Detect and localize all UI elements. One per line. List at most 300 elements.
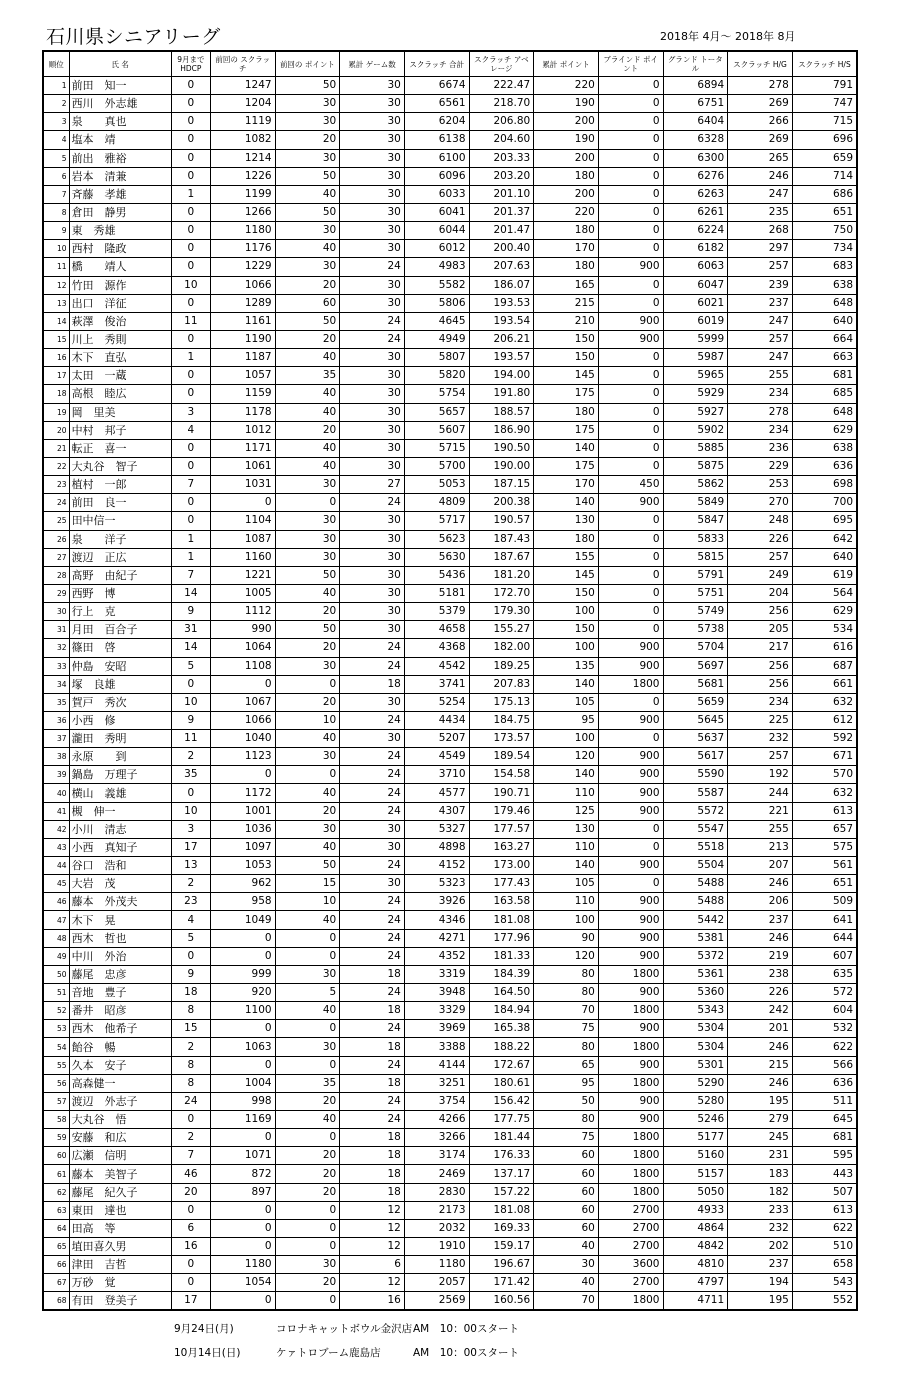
scratch-total-cell: 2173: [404, 1201, 469, 1219]
scratch-average-cell: 156.42: [469, 1092, 534, 1110]
total-points-cell: 200: [534, 113, 599, 131]
high-game-cell: 246: [728, 167, 793, 185]
hdcp-cell: 0: [171, 457, 210, 475]
rank-cell: 43: [43, 838, 69, 856]
high-series-cell: 651: [792, 875, 857, 893]
scratch-average-cell: 187.15: [469, 476, 534, 494]
hdcp-cell: 35: [171, 766, 210, 784]
games-cell: 24: [340, 1056, 405, 1074]
total-points-cell: 175: [534, 457, 599, 475]
prev-scratch-cell: 1067: [210, 693, 275, 711]
schedule-line: [174, 1321, 533, 1336]
prev-scratch-cell: 897: [210, 1183, 275, 1201]
grand-total-cell: 5381: [663, 929, 728, 947]
prev-points-cell: 0: [275, 1056, 340, 1074]
total-points-cell: 200: [534, 185, 599, 203]
high-game-cell: 278: [728, 403, 793, 421]
high-game-cell: 256: [728, 603, 793, 621]
player-name-cell: 斉藤 孝雄: [69, 185, 171, 203]
blind-points-cell: 0: [598, 530, 663, 548]
hdcp-cell: 9: [171, 711, 210, 729]
player-name-cell: 谷口 浩和: [69, 857, 171, 875]
hdcp-cell: 1: [171, 548, 210, 566]
player-name-cell: 高森健一: [69, 1074, 171, 1092]
scratch-total-cell: 4949: [404, 330, 469, 348]
table-row: [43, 258, 857, 276]
prev-points-cell: 40: [275, 1111, 340, 1129]
blind-points-cell: 0: [598, 621, 663, 639]
scratch-total-cell: 5717: [404, 512, 469, 530]
prev-points-cell: 50: [275, 566, 340, 584]
scratch-total-cell: 2032: [404, 1219, 469, 1237]
blind-points-cell: 0: [598, 294, 663, 312]
rank-cell: 67: [43, 1274, 69, 1292]
prev-points-cell: 20: [275, 131, 340, 149]
games-cell: 30: [340, 367, 405, 385]
blind-points-cell: 900: [598, 312, 663, 330]
hdcp-cell: 0: [171, 1111, 210, 1129]
table-row: [43, 1002, 857, 1020]
total-points-cell: 190: [534, 95, 599, 113]
rank-cell: 58: [43, 1111, 69, 1129]
scratch-total-cell: 2569: [404, 1292, 469, 1311]
prev-points-cell: 30: [275, 820, 340, 838]
rank-cell: 68: [43, 1292, 69, 1311]
total-points-cell: 120: [534, 748, 599, 766]
prev-scratch-cell: 0: [210, 1201, 275, 1219]
blind-points-cell: 0: [598, 185, 663, 203]
grand-total-cell: 4864: [663, 1219, 728, 1237]
table-row: [43, 1292, 857, 1311]
player-name-cell: 中村 邦子: [69, 421, 171, 439]
player-name-cell: 藤尾 忠彦: [69, 965, 171, 983]
total-points-cell: 155: [534, 548, 599, 566]
player-name-cell: 萩澤 俊治: [69, 312, 171, 330]
hdcp-cell: 0: [171, 385, 210, 403]
rank-cell: 55: [43, 1056, 69, 1074]
hdcp-cell: 13: [171, 857, 210, 875]
games-cell: 30: [340, 603, 405, 621]
hdcp-cell: 9: [171, 965, 210, 983]
table-row: [43, 240, 857, 258]
hdcp-cell: 0: [171, 131, 210, 149]
table-row: [43, 911, 857, 929]
high-series-cell: 595: [792, 1147, 857, 1165]
scratch-average-cell: 200.38: [469, 494, 534, 512]
scratch-average-cell: 163.27: [469, 838, 534, 856]
header-name: 氏 名: [69, 51, 171, 77]
games-cell: 30: [340, 439, 405, 457]
scratch-total-cell: 3710: [404, 766, 469, 784]
scratch-total-cell: 3741: [404, 675, 469, 693]
hdcp-cell: 0: [171, 330, 210, 348]
player-name-cell: 大丸谷 智子: [69, 457, 171, 475]
table-row: [43, 1238, 857, 1256]
prev-points-cell: 30: [275, 657, 340, 675]
rank-cell: 29: [43, 584, 69, 602]
hdcp-cell: 16: [171, 1238, 210, 1256]
total-points-cell: 180: [534, 403, 599, 421]
grand-total-cell: 5518: [663, 838, 728, 856]
blind-points-cell: 900: [598, 748, 663, 766]
grand-total-cell: 5681: [663, 675, 728, 693]
prev-scratch-cell: 0: [210, 1129, 275, 1147]
table-row: [43, 838, 857, 856]
rank-cell: 32: [43, 639, 69, 657]
scratch-average-cell: 173.00: [469, 857, 534, 875]
high-game-cell: 257: [728, 548, 793, 566]
blind-points-cell: 2700: [598, 1274, 663, 1292]
total-points-cell: 150: [534, 584, 599, 602]
prev-points-cell: 30: [275, 748, 340, 766]
blind-points-cell: 900: [598, 857, 663, 875]
header-blind-points: ブラインド ポイント: [598, 51, 663, 77]
scratch-average-cell: 193.54: [469, 312, 534, 330]
grand-total-cell: 5343: [663, 1002, 728, 1020]
header-rank: 順位: [43, 51, 69, 77]
games-cell: 24: [340, 639, 405, 657]
prev-scratch-cell: 0: [210, 1238, 275, 1256]
grand-total-cell: 5659: [663, 693, 728, 711]
scratch-total-cell: 5715: [404, 439, 469, 457]
high-game-cell: 246: [728, 929, 793, 947]
high-game-cell: 192: [728, 766, 793, 784]
total-points-cell: 110: [534, 893, 599, 911]
blind-points-cell: 0: [598, 403, 663, 421]
scratch-total-cell: 5807: [404, 349, 469, 367]
table-row: [43, 1129, 857, 1147]
games-cell: 18: [340, 965, 405, 983]
high-series-cell: 681: [792, 1129, 857, 1147]
high-game-cell: 229: [728, 457, 793, 475]
games-cell: 27: [340, 476, 405, 494]
scratch-total-cell: 4577: [404, 784, 469, 802]
prev-points-cell: 50: [275, 857, 340, 875]
scratch-total-cell: 6138: [404, 131, 469, 149]
hdcp-cell: 0: [171, 95, 210, 113]
high-series-cell: 604: [792, 1002, 857, 1020]
blind-points-cell: 0: [598, 421, 663, 439]
scratch-average-cell: 175.13: [469, 693, 534, 711]
total-points-cell: 30: [534, 1256, 599, 1274]
table-row: [43, 639, 857, 657]
scratch-average-cell: 164.50: [469, 984, 534, 1002]
prev-scratch-cell: 1031: [210, 476, 275, 494]
rank-cell: 11: [43, 258, 69, 276]
total-points-cell: 140: [534, 439, 599, 457]
blind-points-cell: 0: [598, 240, 663, 258]
hdcp-cell: 0: [171, 367, 210, 385]
grand-total-cell: 5833: [663, 530, 728, 548]
scratch-total-cell: 4266: [404, 1111, 469, 1129]
table-row: [43, 548, 857, 566]
grand-total-cell: 5290: [663, 1074, 728, 1092]
schedule-venue: コロナキャットボウル金沢店: [276, 1323, 413, 1335]
total-points-cell: 140: [534, 766, 599, 784]
player-name-cell: 泉 真也: [69, 113, 171, 131]
blind-points-cell: 0: [598, 548, 663, 566]
games-cell: 18: [340, 1074, 405, 1092]
scratch-total-cell: 3969: [404, 1020, 469, 1038]
rank-cell: 4: [43, 131, 69, 149]
scratch-total-cell: 6012: [404, 240, 469, 258]
rank-cell: 13: [43, 294, 69, 312]
grand-total-cell: 6404: [663, 113, 728, 131]
grand-total-cell: 5488: [663, 875, 728, 893]
scratch-average-cell: 180.61: [469, 1074, 534, 1092]
grand-total-cell: 5751: [663, 584, 728, 602]
hdcp-cell: 23: [171, 893, 210, 911]
table-row: [43, 1020, 857, 1038]
high-series-cell: 638: [792, 276, 857, 294]
prev-points-cell: 40: [275, 403, 340, 421]
hdcp-cell: 2: [171, 1129, 210, 1147]
grand-total-cell: 6063: [663, 258, 728, 276]
hdcp-cell: 6: [171, 1219, 210, 1237]
scratch-total-cell: 5207: [404, 730, 469, 748]
games-cell: 18: [340, 1183, 405, 1201]
games-cell: 24: [340, 748, 405, 766]
page-title: 石川県シニアリーグ: [46, 26, 221, 48]
player-name-cell: 泉 洋子: [69, 530, 171, 548]
prev-scratch-cell: 1108: [210, 657, 275, 675]
table-row: [43, 95, 857, 113]
blind-points-cell: 0: [598, 349, 663, 367]
hdcp-cell: 46: [171, 1165, 210, 1183]
table-row: [43, 1111, 857, 1129]
player-name-cell: 藤尾 紀久子: [69, 1183, 171, 1201]
scratch-total-cell: 5582: [404, 276, 469, 294]
hdcp-cell: 0: [171, 240, 210, 258]
player-name-cell: 高根 睦広: [69, 385, 171, 403]
total-points-cell: 200: [534, 149, 599, 167]
table-row: [43, 421, 857, 439]
scratch-total-cell: 3266: [404, 1129, 469, 1147]
total-points-cell: 175: [534, 421, 599, 439]
table-row: [43, 222, 857, 240]
scratch-average-cell: 184.75: [469, 711, 534, 729]
high-series-cell: 575: [792, 838, 857, 856]
prev-scratch-cell: 1229: [210, 258, 275, 276]
scratch-average-cell: 191.80: [469, 385, 534, 403]
schedule-line: [174, 1345, 533, 1360]
player-name-cell: 西川 外志雄: [69, 95, 171, 113]
hdcp-cell: 0: [171, 1274, 210, 1292]
high-game-cell: 234: [728, 385, 793, 403]
table-row: [43, 766, 857, 784]
prev-points-cell: 20: [275, 1092, 340, 1110]
grand-total-cell: 5572: [663, 802, 728, 820]
high-game-cell: 253: [728, 476, 793, 494]
grand-total-cell: 5885: [663, 439, 728, 457]
games-cell: 24: [340, 1111, 405, 1129]
prev-points-cell: 20: [275, 1147, 340, 1165]
scratch-average-cell: 137.17: [469, 1165, 534, 1183]
prev-scratch-cell: 1064: [210, 639, 275, 657]
total-points-cell: 220: [534, 203, 599, 221]
scratch-total-cell: 6044: [404, 222, 469, 240]
rank-cell: 9: [43, 222, 69, 240]
grand-total-cell: 6261: [663, 203, 728, 221]
blind-points-cell: 1800: [598, 1165, 663, 1183]
high-series-cell: 640: [792, 548, 857, 566]
blind-points-cell: 0: [598, 566, 663, 584]
prev-points-cell: 30: [275, 149, 340, 167]
total-points-cell: 150: [534, 349, 599, 367]
table-row: [43, 530, 857, 548]
prev-points-cell: 40: [275, 730, 340, 748]
total-points-cell: 70: [534, 1292, 599, 1311]
total-points-cell: 170: [534, 240, 599, 258]
scratch-average-cell: 187.67: [469, 548, 534, 566]
player-name-cell: 東田 達也: [69, 1201, 171, 1219]
total-points-cell: 75: [534, 1020, 599, 1038]
scratch-total-cell: 5657: [404, 403, 469, 421]
scratch-total-cell: 3926: [404, 893, 469, 911]
period-label: 2018年 4月～ 2018年 8月: [660, 30, 796, 43]
hdcp-cell: 9: [171, 603, 210, 621]
high-game-cell: 232: [728, 730, 793, 748]
rank-cell: 64: [43, 1219, 69, 1237]
games-cell: 30: [340, 77, 405, 95]
high-series-cell: 443: [792, 1165, 857, 1183]
prev-points-cell: 30: [275, 113, 340, 131]
blind-points-cell: 0: [598, 820, 663, 838]
prev-scratch-cell: 0: [210, 766, 275, 784]
rank-cell: 49: [43, 947, 69, 965]
player-name-cell: 前出 雅裕: [69, 149, 171, 167]
table-row: [43, 875, 857, 893]
hdcp-cell: 0: [171, 77, 210, 95]
games-cell: 30: [340, 113, 405, 131]
high-game-cell: 270: [728, 494, 793, 512]
blind-points-cell: 0: [598, 77, 663, 95]
prev-points-cell: 50: [275, 312, 340, 330]
prev-scratch-cell: 1057: [210, 367, 275, 385]
total-points-cell: 220: [534, 77, 599, 95]
table-row: [43, 675, 857, 693]
prev-scratch-cell: 1289: [210, 294, 275, 312]
player-name-cell: 出口 洋征: [69, 294, 171, 312]
scratch-total-cell: 5806: [404, 294, 469, 312]
total-points-cell: 70: [534, 1002, 599, 1020]
blind-points-cell: 0: [598, 693, 663, 711]
prev-points-cell: 30: [275, 530, 340, 548]
table-row: [43, 1183, 857, 1201]
scratch-total-cell: 5379: [404, 603, 469, 621]
scratch-average-cell: 194.00: [469, 367, 534, 385]
high-series-cell: 640: [792, 312, 857, 330]
grand-total-cell: 5304: [663, 1038, 728, 1056]
prev-scratch-cell: 1112: [210, 603, 275, 621]
high-game-cell: 255: [728, 820, 793, 838]
high-series-cell: 543: [792, 1274, 857, 1292]
games-cell: 30: [340, 584, 405, 602]
scratch-average-cell: 182.00: [469, 639, 534, 657]
blind-points-cell: 3600: [598, 1256, 663, 1274]
games-cell: 30: [340, 185, 405, 203]
high-game-cell: 256: [728, 657, 793, 675]
blind-points-cell: 900: [598, 784, 663, 802]
scratch-average-cell: 177.96: [469, 929, 534, 947]
header-total-points: 累計 ポイント: [534, 51, 599, 77]
scratch-total-cell: 5607: [404, 421, 469, 439]
games-cell: 30: [340, 530, 405, 548]
scratch-total-cell: 4809: [404, 494, 469, 512]
total-points-cell: 175: [534, 385, 599, 403]
games-cell: 24: [340, 857, 405, 875]
grand-total-cell: 6047: [663, 276, 728, 294]
prev-scratch-cell: 0: [210, 494, 275, 512]
table-row: [43, 1074, 857, 1092]
games-cell: 24: [340, 766, 405, 784]
blind-points-cell: 0: [598, 838, 663, 856]
games-cell: 30: [340, 548, 405, 566]
scratch-total-cell: 6204: [404, 113, 469, 131]
table-row: [43, 149, 857, 167]
high-series-cell: 622: [792, 1038, 857, 1056]
player-name-cell: 小西 修: [69, 711, 171, 729]
schedule-date: 9月24日(月): [174, 1323, 234, 1335]
hdcp-cell: 17: [171, 838, 210, 856]
hdcp-cell: 5: [171, 929, 210, 947]
prev-scratch-cell: 1040: [210, 730, 275, 748]
hdcp-cell: 0: [171, 512, 210, 530]
prev-scratch-cell: 1160: [210, 548, 275, 566]
standings-table: [42, 50, 858, 1311]
high-game-cell: 201: [728, 1020, 793, 1038]
scratch-average-cell: 188.22: [469, 1038, 534, 1056]
games-cell: 30: [340, 693, 405, 711]
scratch-average-cell: 177.43: [469, 875, 534, 893]
prev-points-cell: 40: [275, 1002, 340, 1020]
prev-scratch-cell: 1180: [210, 1256, 275, 1274]
prev-scratch-cell: 1012: [210, 421, 275, 439]
rank-cell: 17: [43, 367, 69, 385]
prev-scratch-cell: 1087: [210, 530, 275, 548]
grand-total-cell: 5442: [663, 911, 728, 929]
games-cell: 30: [340, 131, 405, 149]
high-game-cell: 232: [728, 1219, 793, 1237]
high-game-cell: 247: [728, 312, 793, 330]
prev-scratch-cell: 1180: [210, 222, 275, 240]
total-points-cell: 65: [534, 1056, 599, 1074]
blind-points-cell: 1800: [598, 1002, 663, 1020]
prev-points-cell: 0: [275, 675, 340, 693]
high-series-cell: 657: [792, 820, 857, 838]
table-row: [43, 113, 857, 131]
high-series-cell: 685: [792, 385, 857, 403]
scratch-average-cell: 190.00: [469, 457, 534, 475]
table-row: [43, 294, 857, 312]
prev-points-cell: 30: [275, 548, 340, 566]
hdcp-cell: 0: [171, 203, 210, 221]
player-name-cell: 飴谷 暢: [69, 1038, 171, 1056]
games-cell: 30: [340, 349, 405, 367]
grand-total-cell: 5280: [663, 1092, 728, 1110]
high-series-cell: 663: [792, 349, 857, 367]
high-series-cell: 687: [792, 657, 857, 675]
games-cell: 30: [340, 457, 405, 475]
total-points-cell: 170: [534, 476, 599, 494]
grand-total-cell: 5875: [663, 457, 728, 475]
scratch-average-cell: 159.17: [469, 1238, 534, 1256]
high-game-cell: 235: [728, 203, 793, 221]
total-points-cell: 180: [534, 530, 599, 548]
prev-points-cell: 0: [275, 929, 340, 947]
blind-points-cell: 0: [598, 512, 663, 530]
scratch-average-cell: 176.33: [469, 1147, 534, 1165]
